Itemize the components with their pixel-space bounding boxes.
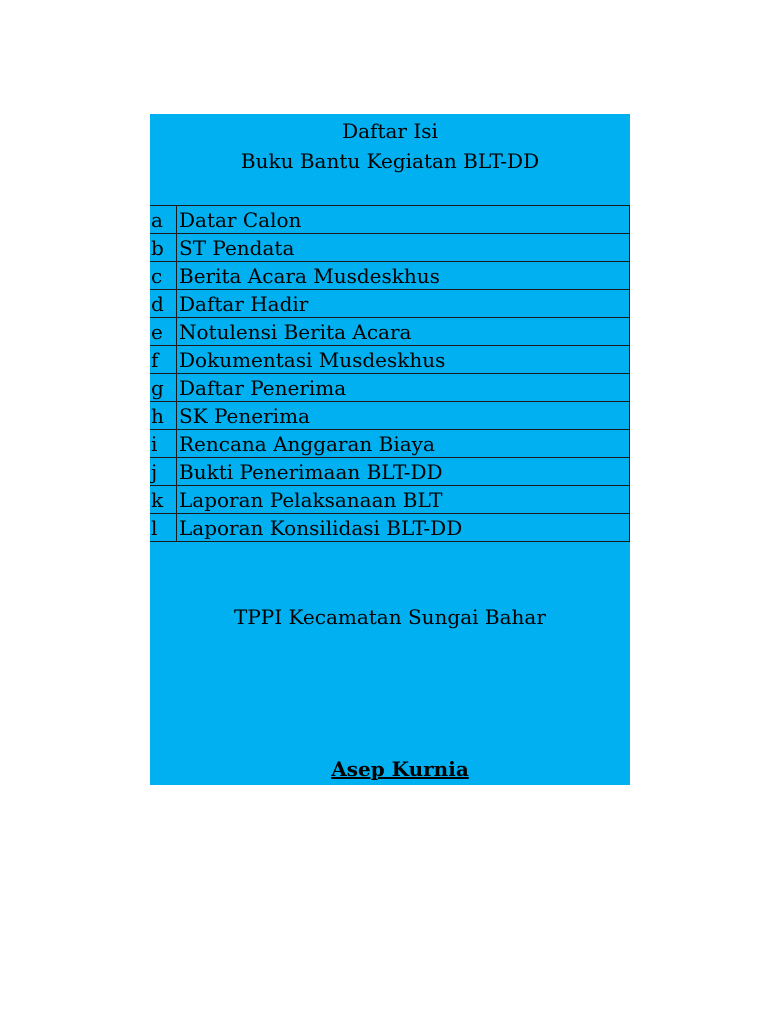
table-row <box>150 402 630 430</box>
item-label: Notulensi Berita Acara <box>177 318 630 346</box>
item-label: Rencana Anggaran Biaya <box>177 430 630 458</box>
table-row <box>150 346 630 374</box>
item-label: Bukti Penerimaan BLT-DD <box>177 458 630 486</box>
table-row <box>150 514 630 542</box>
table-row <box>150 206 630 234</box>
document-panel <box>150 114 630 785</box>
item-label: ST Pendata <box>177 234 630 262</box>
item-label: Dokumentasi Musdeskhus <box>177 346 630 374</box>
table-row <box>150 458 630 486</box>
item-label: SK Penerima <box>177 402 630 430</box>
item-letter: f <box>150 346 177 374</box>
item-letter: b <box>150 234 177 262</box>
table-of-contents <box>150 205 630 542</box>
table-row <box>150 374 630 402</box>
item-letter: l <box>150 514 177 542</box>
table-row <box>150 234 630 262</box>
table-row <box>150 262 630 290</box>
table-row <box>150 430 630 458</box>
item-label: Berita Acara Musdeskhus <box>177 262 630 290</box>
item-label: Daftar Hadir <box>177 290 630 318</box>
item-letter: h <box>150 402 177 430</box>
item-letter: d <box>150 290 177 318</box>
item-letter: i <box>150 430 177 458</box>
table-row <box>150 290 630 318</box>
item-label: Daftar Penerima <box>177 374 630 402</box>
item-letter: k <box>150 486 177 514</box>
table-row <box>150 486 630 514</box>
item-label: Laporan Pelaksanaan BLT <box>177 486 630 514</box>
document-subtitle: Buku Bantu Kegiatan BLT-DD <box>240 149 540 173</box>
organization-name: TPPI Kecamatan Sungai Bahar <box>234 605 546 629</box>
table-row <box>150 318 630 346</box>
item-letter: j <box>150 458 177 486</box>
item-label: Laporan Konsilidasi BLT-DD <box>177 514 630 542</box>
item-letter: e <box>150 318 177 346</box>
item-letter: a <box>150 206 177 234</box>
table-of-contents-body <box>150 206 630 542</box>
item-letter: g <box>150 374 177 402</box>
document-title: Daftar Isi <box>342 119 438 143</box>
item-label: Datar Calon <box>177 206 630 234</box>
signatory-name: Asep Kurnia <box>331 757 469 781</box>
item-letter: c <box>150 262 177 290</box>
